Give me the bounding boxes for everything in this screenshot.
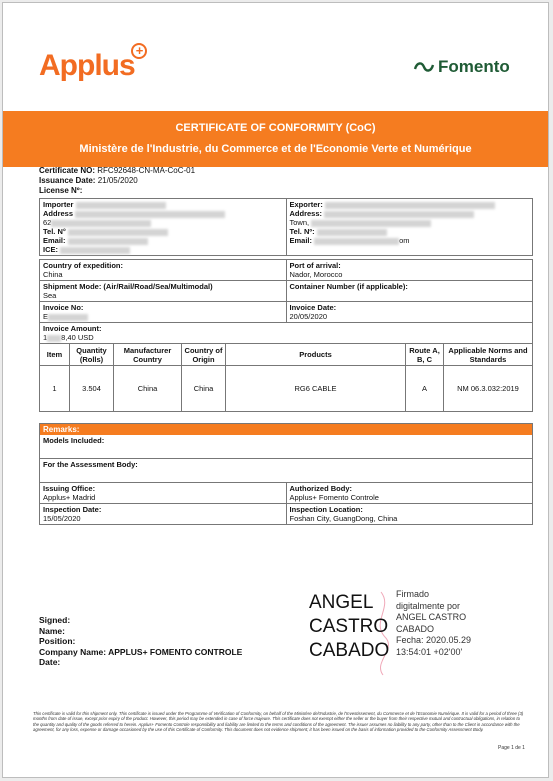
- inspection-location: Foshan City, GuangDong, China: [289, 514, 398, 523]
- applus-logo: Applus +: [39, 49, 135, 83]
- signer-name: ANGEL CASTRO CABADO: [309, 592, 390, 661]
- authorized-body: Applus+ Fomento Controle: [289, 493, 379, 502]
- shipment-box: Country of expedition: China Port of arrival: Nador, Morocco Shipment Mode: (Air/Rail/Road/Sea/Multimodal) Sea Container Number (if applicable): Invoice No: E Invoice Date: 20/05/2020 Invoice Amount: 1 8,40 USD: [39, 259, 533, 344]
- certificate-title: CERTIFICATE OF CONFORMITY (CoC): [175, 122, 376, 134]
- country-expedition: China: [43, 270, 63, 279]
- certificate-page: [2, 2, 549, 778]
- remarks-header: Remarks:: [40, 424, 532, 435]
- page-number: Page 1 de 1: [498, 745, 525, 751]
- remarks-box: Remarks: Models Included: For the Assessment Body: Issuing Office: Applus+ Madrid Authorized Body: Applus+ Fomento Controle Inspection Date: 15/05/2020 Inspection Location: Foshan City, GuangDong, China: [39, 423, 533, 525]
- items-table: Item Quantity (Rolls) Manufacturer Country Country of Origin Products Route A, B, C Applicable Norms and Standards 1 3.504 China China RG6 CABLE A NM 06.3.032:2019: [39, 343, 533, 412]
- inspection-date: 15/05/2020: [43, 514, 81, 523]
- exporter-cell: Exporter: Address: Town, Tel. Nº: Email: om: [286, 199, 533, 255]
- certificate-number: RFC92648-CN-MA-CoC-01: [97, 166, 196, 175]
- issuing-office: Applus+ Madrid: [43, 493, 96, 502]
- fomento-mark-icon: [413, 60, 435, 74]
- fomento-logo: Fomento: [413, 57, 510, 77]
- signature-labels: Signed: Name: Position: Company Name: APPLUS+ FOMENTO CONTROLE Date:: [39, 615, 243, 667]
- shipment-mode: Sea: [43, 291, 57, 300]
- plus-circle-icon: +: [131, 43, 147, 59]
- table-row: 1 3.504 China China RG6 CABLE A NM 06.3.032:2019: [40, 366, 533, 412]
- digital-signature-info: Firmado digitalmente por ANGEL CASTRO CABADO Fecha: 2020.05.29 13:54:01 +02'00': [396, 589, 472, 657]
- invoice-date: 20/05/2020: [289, 312, 328, 321]
- legal-footer: This certificate is valid for this shipment only. This certificate is issued under the Programme of Verification of Conformity, on behalf of the Ministère del'Industrie, de l'Investissement, du Commerce et de l'Economie Numérique. It is valid for a period of three (3) months from date of issue, except prior expiry of the product. However, this period may be extended in case of force majeure. This certificate does not exempt either the seller or the buyer from their respective mutual and contractual obligations, in relation to the quantity and quality of the goods referred to herein. Applus+ Fomento Controle responsibility and liability are limited to the terms and conditions of the agreement. The issuer assumes no liability to any party, other than to the Client in accordance with the agreement, for any loss, expense or damage occasioned by the use of this Certificate of Conformity. This document does not evidence shipment; it has been issued on the basis of information provided to the Conformity Assessment Body.: [33, 711, 524, 733]
- importer-cell: Importer Address 62 Tel. N° Email: ICE:: [40, 199, 286, 255]
- port-arrival: Nador, Morocco: [289, 270, 343, 279]
- certificate-info: Certificate NO: RFC92648-CN-MA-CoC-01 Issuance Date: 21/05/2020 License Nº:: [39, 166, 196, 195]
- parties-box: [39, 198, 533, 256]
- title-banner: [3, 111, 548, 167]
- ministry-title: Ministère de l'Industrie, du Commerce et de l'Economie Verte et Numérique: [79, 143, 472, 155]
- issuance-date: 21/05/2020: [97, 176, 138, 185]
